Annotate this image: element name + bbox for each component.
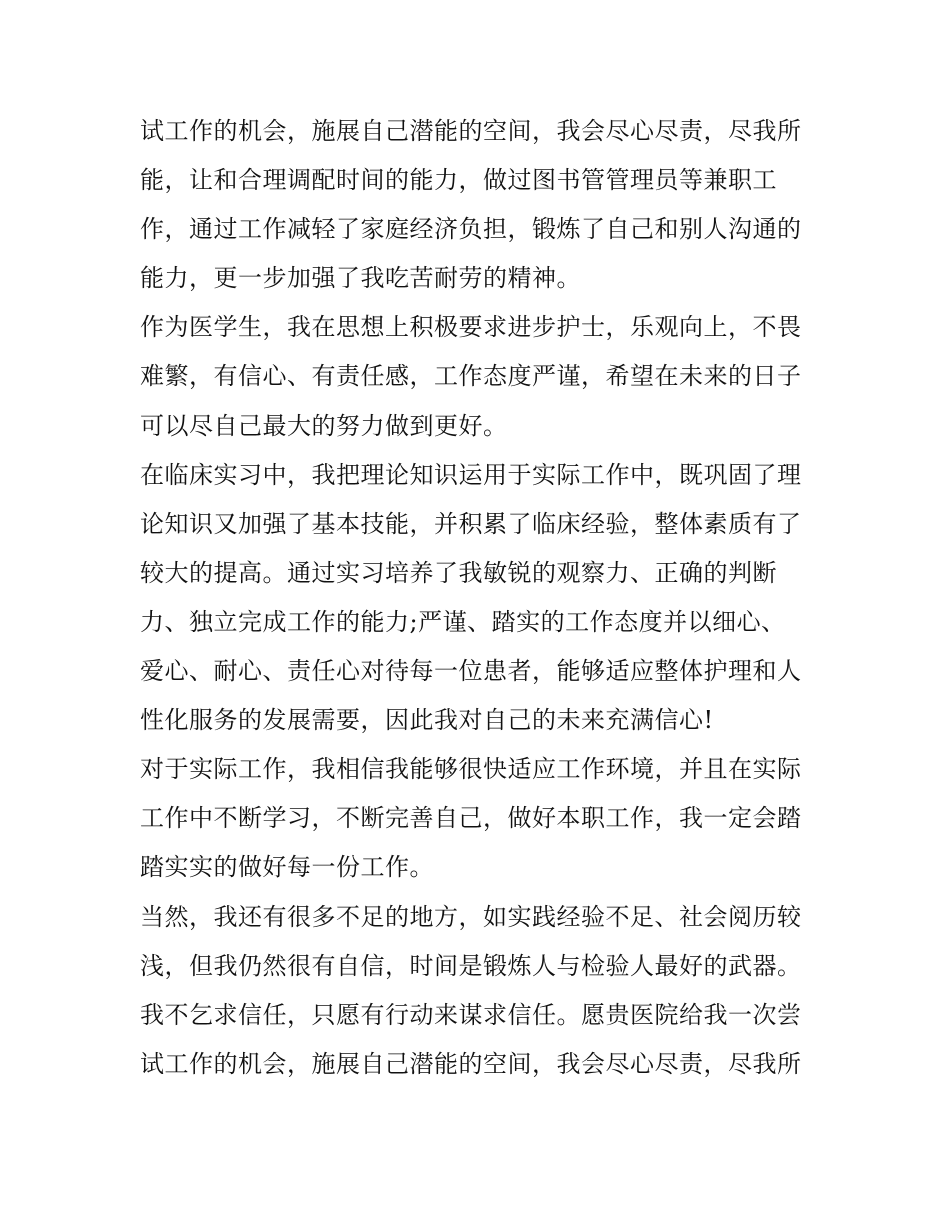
text-line: 爱心、耐心、责任心对待每一位患者，能够适应整体护理和人 bbox=[140, 657, 802, 686]
text-line: 踏实实的做好每一份工作。 bbox=[140, 853, 434, 882]
text-line: 作，通过工作减轻了家庭经济负担，锻炼了自己和别人沟通的 bbox=[140, 215, 802, 244]
text-line: 性化服务的发展需要，因此我对自己的未来充满信心! bbox=[140, 706, 714, 735]
text-line: 力、独立完成工作的能力;严谨、踏实的工作态度并以细心、 bbox=[140, 607, 786, 636]
text-line: 在临床实习中，我把理论知识运用于实际工作中，既巩固了理 bbox=[140, 460, 802, 489]
text-line: 较大的提高。通过实习培养了我敏锐的观察力、正确的判断 bbox=[140, 558, 777, 587]
text-line: 对于实际工作，我相信我能够很快适应工作环境，并且在实际 bbox=[140, 755, 802, 784]
text-line: 我不乞求信任，只愿有行动来谋求信任。愿贵医院给我一次尝 bbox=[140, 1000, 802, 1029]
text-line: 难繁，有信心、有责任感，工作态度严谨，希望在未来的日子 bbox=[140, 362, 802, 391]
text-line: 浅，但我仍然很有自信，时间是锻炼人与检验人最好的武器。 bbox=[140, 951, 802, 980]
text-line: 论知识又加强了基本技能，并积累了临床经验，整体素质有了 bbox=[140, 509, 802, 538]
text-line: 工作中不断学习，不断完善自己，做好本职工作，我一定会踏 bbox=[140, 804, 802, 833]
document-body bbox=[140, 107, 820, 1089]
text-line: 作为医学生，我在思想上积极要求进步护士，乐观向上，不畏 bbox=[140, 313, 802, 342]
text-line: 当然，我还有很多不足的地方，如实践经验不足、社会阅历较 bbox=[140, 902, 802, 931]
text-line: 能，让和合理调配时间的能力，做过图书管管理员等兼职工 bbox=[140, 166, 777, 195]
text-line: 可以尽自己最大的努力做到更好。 bbox=[140, 411, 508, 440]
text-line: 试工作的机会，施展自己潜能的空间，我会尽心尽责，尽我所 bbox=[140, 117, 802, 145]
text-line: 试工作的机会，施展自己潜能的空间，我会尽心尽责，尽我所 bbox=[140, 1049, 802, 1078]
text-line: 能力，更一步加强了我吃苦耐劳的精神。 bbox=[140, 264, 581, 293]
